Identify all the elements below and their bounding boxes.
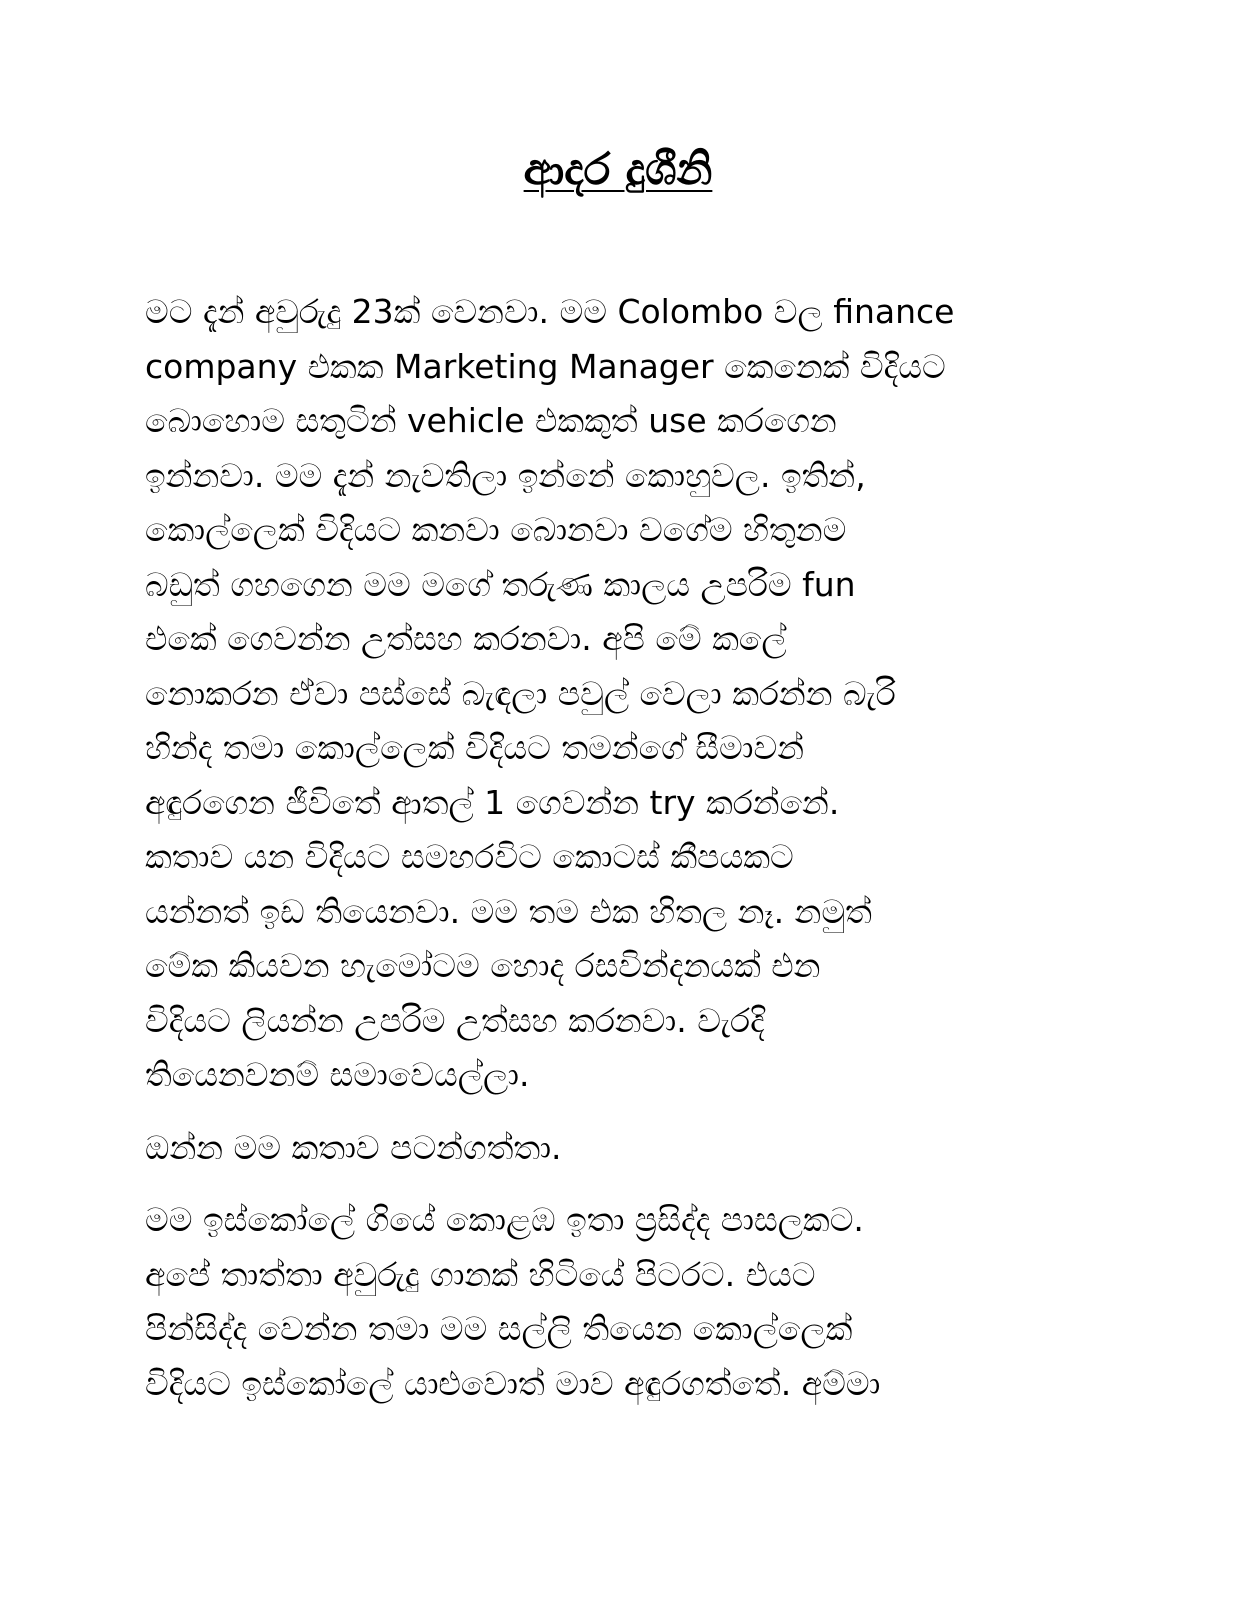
text-line: බොහොම සතුටින් vehicle එකකුත් use කරගෙන [145,401,837,440]
text-line: හින්ද තමා කොල්ලෙක් විදියට තමන්ගේ සීමාවන් [145,728,805,767]
paragraph-start [145,1121,1065,1176]
text-line: මම ඉස්කෝලේ ගියේ කොළඹ ඉතා ප්‍රසිද්ද පාසලකට. [145,1200,864,1239]
document-title [0,140,1236,200]
paragraph-intro [145,285,1065,1103]
document-body [145,285,1065,1429]
text-line: තියෙනවනම් සමාවෙයල්ලා. [145,1055,530,1094]
text-line: යන්නත් ඉඩ තියෙනවා. මම තම එක හිතල නෑ. නමුත් [145,891,872,931]
text-line: මට දැන් අවුරුදු 23ක් වෙනවා. මම Colombo වල finance [145,292,955,331]
text-line: නොකරන ඒවා පස්සේ බැඳලා පවුල් වෙලා කරන්න බැරි [145,673,896,713]
text-line: විදියට ලියන්න උපරිම උත්සහ කරනවා. වැරදි [145,1000,765,1040]
text-line: පින්සිද්ද වෙන්න තමා මම සල්ලි තියෙන කොල්ලෙක් [145,1309,853,1348]
text-line: කතාව යන විදියට සමහරවිට කොටස් කීපයකට [145,837,794,876]
text-line: ඔන්න මම කතාව පටන්ගත්තා. [145,1127,562,1167]
text-line: company එකක Marketing Manager කෙනෙක් විදියට [145,346,946,386]
text-line: අඳුරගෙන ජීවිතේ ආතල් 1 ගෙවන්න try කරන්නේ. [145,782,840,822]
text-line: එකේ ගෙවන්න උත්සහ කරනවා. අපි මේ කලේ [145,619,787,658]
document-title-text: ආදර දුශීනි [523,144,713,195]
text-line: ඉන්නවා. මම දැන් නැවතිලා ඉන්නේ කොහුවල. ඉතින්, [145,455,866,495]
text-line: විදියට ඉස්කෝලේ යාළුවොත් මාව අඳුරගත්තේ. අම්මා [145,1363,881,1403]
text-line: මේක කියවන හැමෝටම හොද රසවින්දනයක් එන [145,946,821,985]
text-line: කොල්ලෙක් විදියට කනවා බොනවා වගේම හිතුනම [145,510,847,549]
paragraph-school [145,1193,1065,1411]
text-line: අපේ තාත්තා අවුරුදු ගානක් හිටියේ පිටරට. එයට [145,1254,816,1294]
text-line: බඩුත් ගහගෙන මම මගේ තරුණ කාලය උපරිම fun [145,564,856,604]
